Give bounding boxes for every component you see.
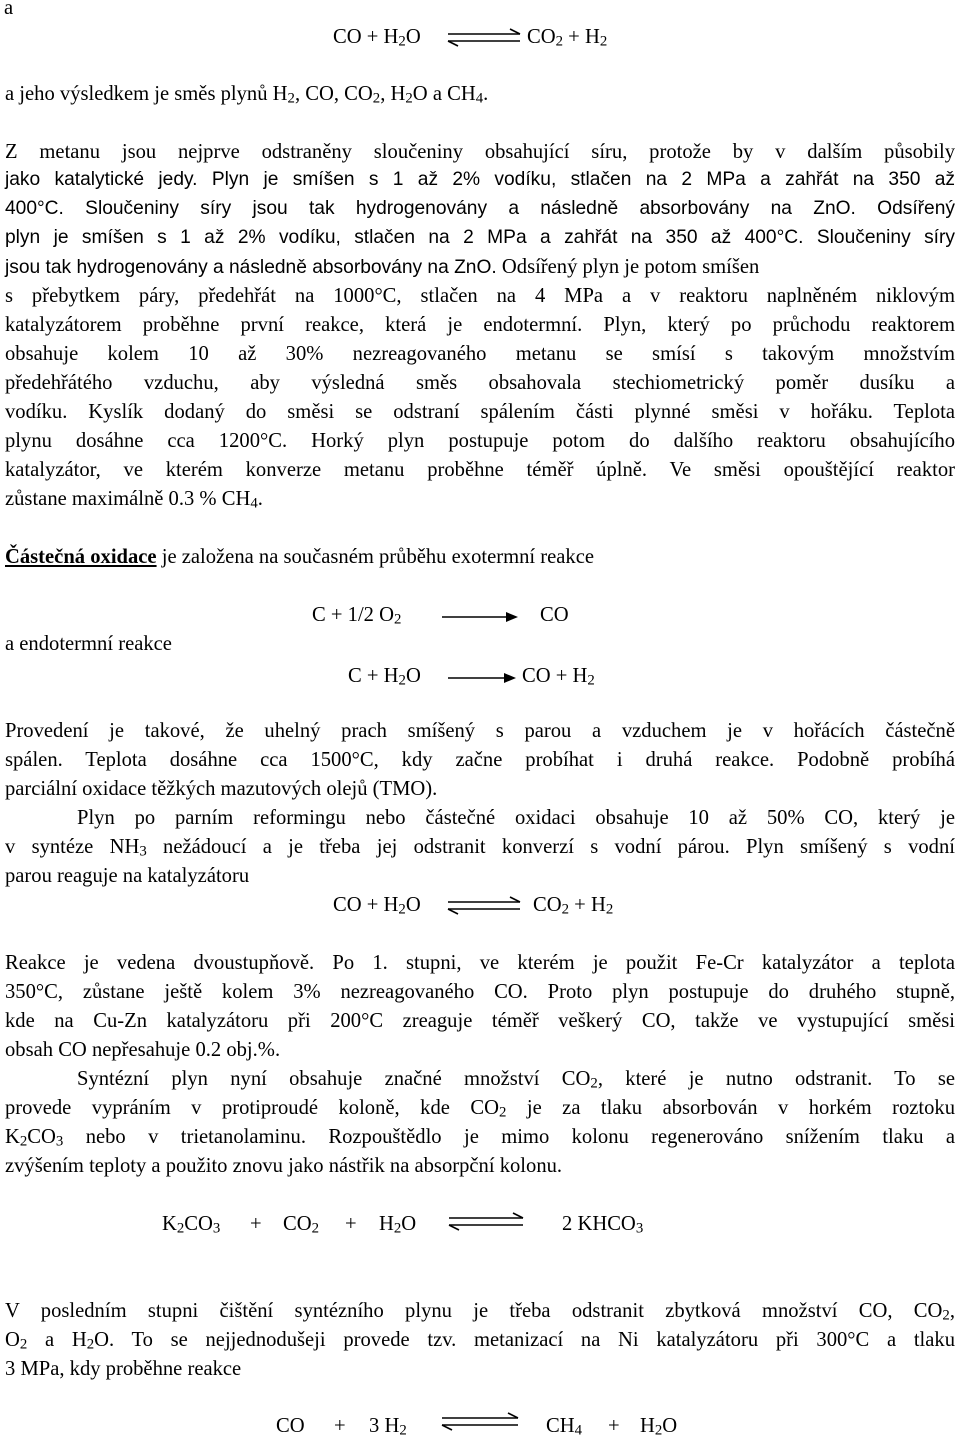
para1-line: zůstane maximálně 0.3 % $CH_4$. — [5, 488, 263, 512]
para3-line: Plyn po parním reformingu nebo částečné oxidaci obsahuje 10 až 50% CO, který je — [77, 807, 955, 829]
equation-plus-sign: + — [345, 1213, 357, 1235]
para3-line: v syntéze $NH_3$ nežádoucí a je třeba jej odstranit konverzí s vodní párou. Plyn smíšený s vodní — [5, 836, 955, 860]
para1-line: s přebytkem páry, předehřát na 1000°C, stlačen na 4 MPa a v reaktoru naplněném niklovým — [5, 285, 955, 307]
equation-plus-sign: + — [250, 1213, 262, 1235]
para4-line: kde na Cu-Zn katalyzátoru při 200°C zreaguje téměř veškerý CO, takže ve vystupující směsi — [5, 1010, 955, 1032]
equilibrium-arrow-icon — [446, 28, 522, 48]
partial-oxidation-heading: Částečná oxidace je založena na současném průběhu exotermní reakce — [5, 546, 594, 568]
equation-exothermic-left: C + 1/2 $O_2$ — [312, 604, 402, 628]
equation-methanation-ch4: $CH_4$ — [546, 1415, 583, 1439]
para1-line: vodíku. Kyslík dodaný do směsi se odstraní spálením části plynné směsi v hořáku. Teplota — [5, 401, 955, 423]
equation-exothermic-right: CO — [540, 604, 569, 626]
equation-conversion-left: CO + $H_2O$ — [333, 894, 421, 918]
para1-line: obsahuje kolem 10 až 30% nezreagovaného metanu se smísí s takovým množstvím — [5, 343, 955, 365]
para5-line: provede vypráním v protiproudé koloně, kde $CO_2$ je za tlaku absorbován v horkém roztoku — [5, 1097, 956, 1121]
endothermic-label: a endotermní reakce — [5, 633, 172, 655]
para4-line: Reakce je vedena dvoustupňově. Po 1. stupni, ve kterém je použit Fe-Cr katalyzátor a teplota — [5, 952, 955, 974]
equation-plus-sign: + — [608, 1415, 620, 1437]
para4-line: obsah CO nepřesahuje 0.2 obj.%. — [5, 1039, 281, 1061]
para1-line: předehřátého vzduchu, aby výsledná směs obsahovala stechiometrický poměr dusíku a — [5, 372, 955, 394]
para5-line: zvýšením teploty a použito znovu jako nástřik na absorpční kolonu. — [5, 1155, 563, 1177]
para6-line: 3 MPa, kdy proběhne reakce — [5, 1358, 242, 1380]
para2-line: Provedení je takové, že uhelný prach smíšený s parou a vzduchem je v hořácích částečně — [5, 720, 955, 742]
equation-endothermic-left: $C + H_2O$ — [348, 665, 421, 689]
equation-absorption-product: 2 $KHCO_3$ — [562, 1213, 644, 1237]
para1-line: Z metanu jsou nejprve odstraněny sloučeniny obsahující síru, protože by v dalším působily — [5, 141, 955, 163]
equilibrium-arrow-icon — [447, 1212, 525, 1232]
para1-line: 400°C. Sloučeniny síry jsou tak hydrogenovány a následně absorbovány na ZnO. Odsířený — [5, 198, 955, 219]
equation-plus-sign: + — [334, 1415, 346, 1437]
equation-water-gas-shift-left: CO + $H_2O$ — [333, 26, 421, 50]
equation-methanation-co: CO — [276, 1415, 305, 1437]
para5-line: Syntézní plyn nyní obsahuje značné množství $CO_2$, které je nutno odstranit. To se — [77, 1068, 955, 1092]
equation-absorption-h2o: $H_2O$ — [379, 1213, 417, 1237]
equation-methanation-h2o: $H_2O$ — [640, 1415, 678, 1439]
equation-absorption-k2co3: $K_2CO_3$ — [162, 1213, 221, 1237]
para1-line: jako katalytické jedy. Plyn je smíšen s 1 až 2% vodíku, stlačen na 2 MPa a zahřát na 350 až — [5, 169, 955, 190]
equation-methanation-h2: 3 $H_2$ — [369, 1415, 407, 1439]
para1-line: plyn je smíšen s 1 až 2% vodíku, stlačen na 2 MPa a zahřát na 350 až 400°C. Sloučeniny síry — [5, 227, 955, 248]
page-label: a — [4, 0, 14, 19]
para1-line: plynu dosáhne cca 1200°C. Horký plyn postupuje potom do dalšího reaktoru obsahujícího — [5, 430, 955, 452]
para3-line: parou reaguje na katalyzátoru — [5, 865, 250, 887]
para1-line: katalyzátor, ve kterém konverze metanu proběhne téměř úplně. Ve směsi opouštějící reaktor — [5, 459, 955, 481]
para5-line: $K_2CO_3$ nebo v trietanolaminu. Rozpouštědlo je mimo kolonu regenerováno snížením tlaku a — [5, 1126, 955, 1150]
para2-line: parciální oxidace těžkých mazutových olejů (TMO). — [5, 778, 438, 800]
equation-endothermic-right: CO + $H_2$ — [522, 665, 595, 689]
products-line: a jeho výsledkem je směs plynů $H_2$, CO, $CO_2$, $H_2O$ a $CH_4$. — [5, 83, 489, 107]
equilibrium-arrow-icon — [446, 896, 522, 916]
para6-line: V posledním stupni čištění syntézního plynu je třeba odstranit zbytková množství CO, $CO_2$, — [5, 1300, 955, 1324]
para2-line: spálen. Teplota dosáhne cca 1500°C, kdy začne probíhat i druhá reakce. Podobně probíhá — [5, 749, 955, 771]
equation-conversion-right: $CO_2 + H_2$ — [533, 894, 614, 918]
equation-absorption-co2: $CO_2$ — [283, 1213, 320, 1237]
para4-line: 350°C, zůstane ještě kolem 3% nezreagovaného CO. Proto plyn postupuje do druhého stupně, — [5, 981, 955, 1003]
reaction-arrow-icon — [446, 671, 518, 685]
equilibrium-arrow-icon — [440, 1412, 520, 1432]
para6-line: $O_2$ a $H_2O$. To se nejjednodušeji provede tzv. metanizací na Ni katalyzátoru při 300°C a tlaku — [5, 1329, 955, 1353]
reaction-arrow-icon — [440, 610, 520, 624]
para1-line: jsou tak hydrogenovány a následně absorbovány na ZnO. Odsířený plyn je potom smíšen — [5, 256, 760, 278]
para1-line: katalyzátorem proběhne první reakce, která je endotermní. Plyn, který po průchodu reaktorem — [5, 314, 955, 336]
equation-water-gas-shift-right: $CO_2 + H_2$ — [527, 26, 608, 50]
